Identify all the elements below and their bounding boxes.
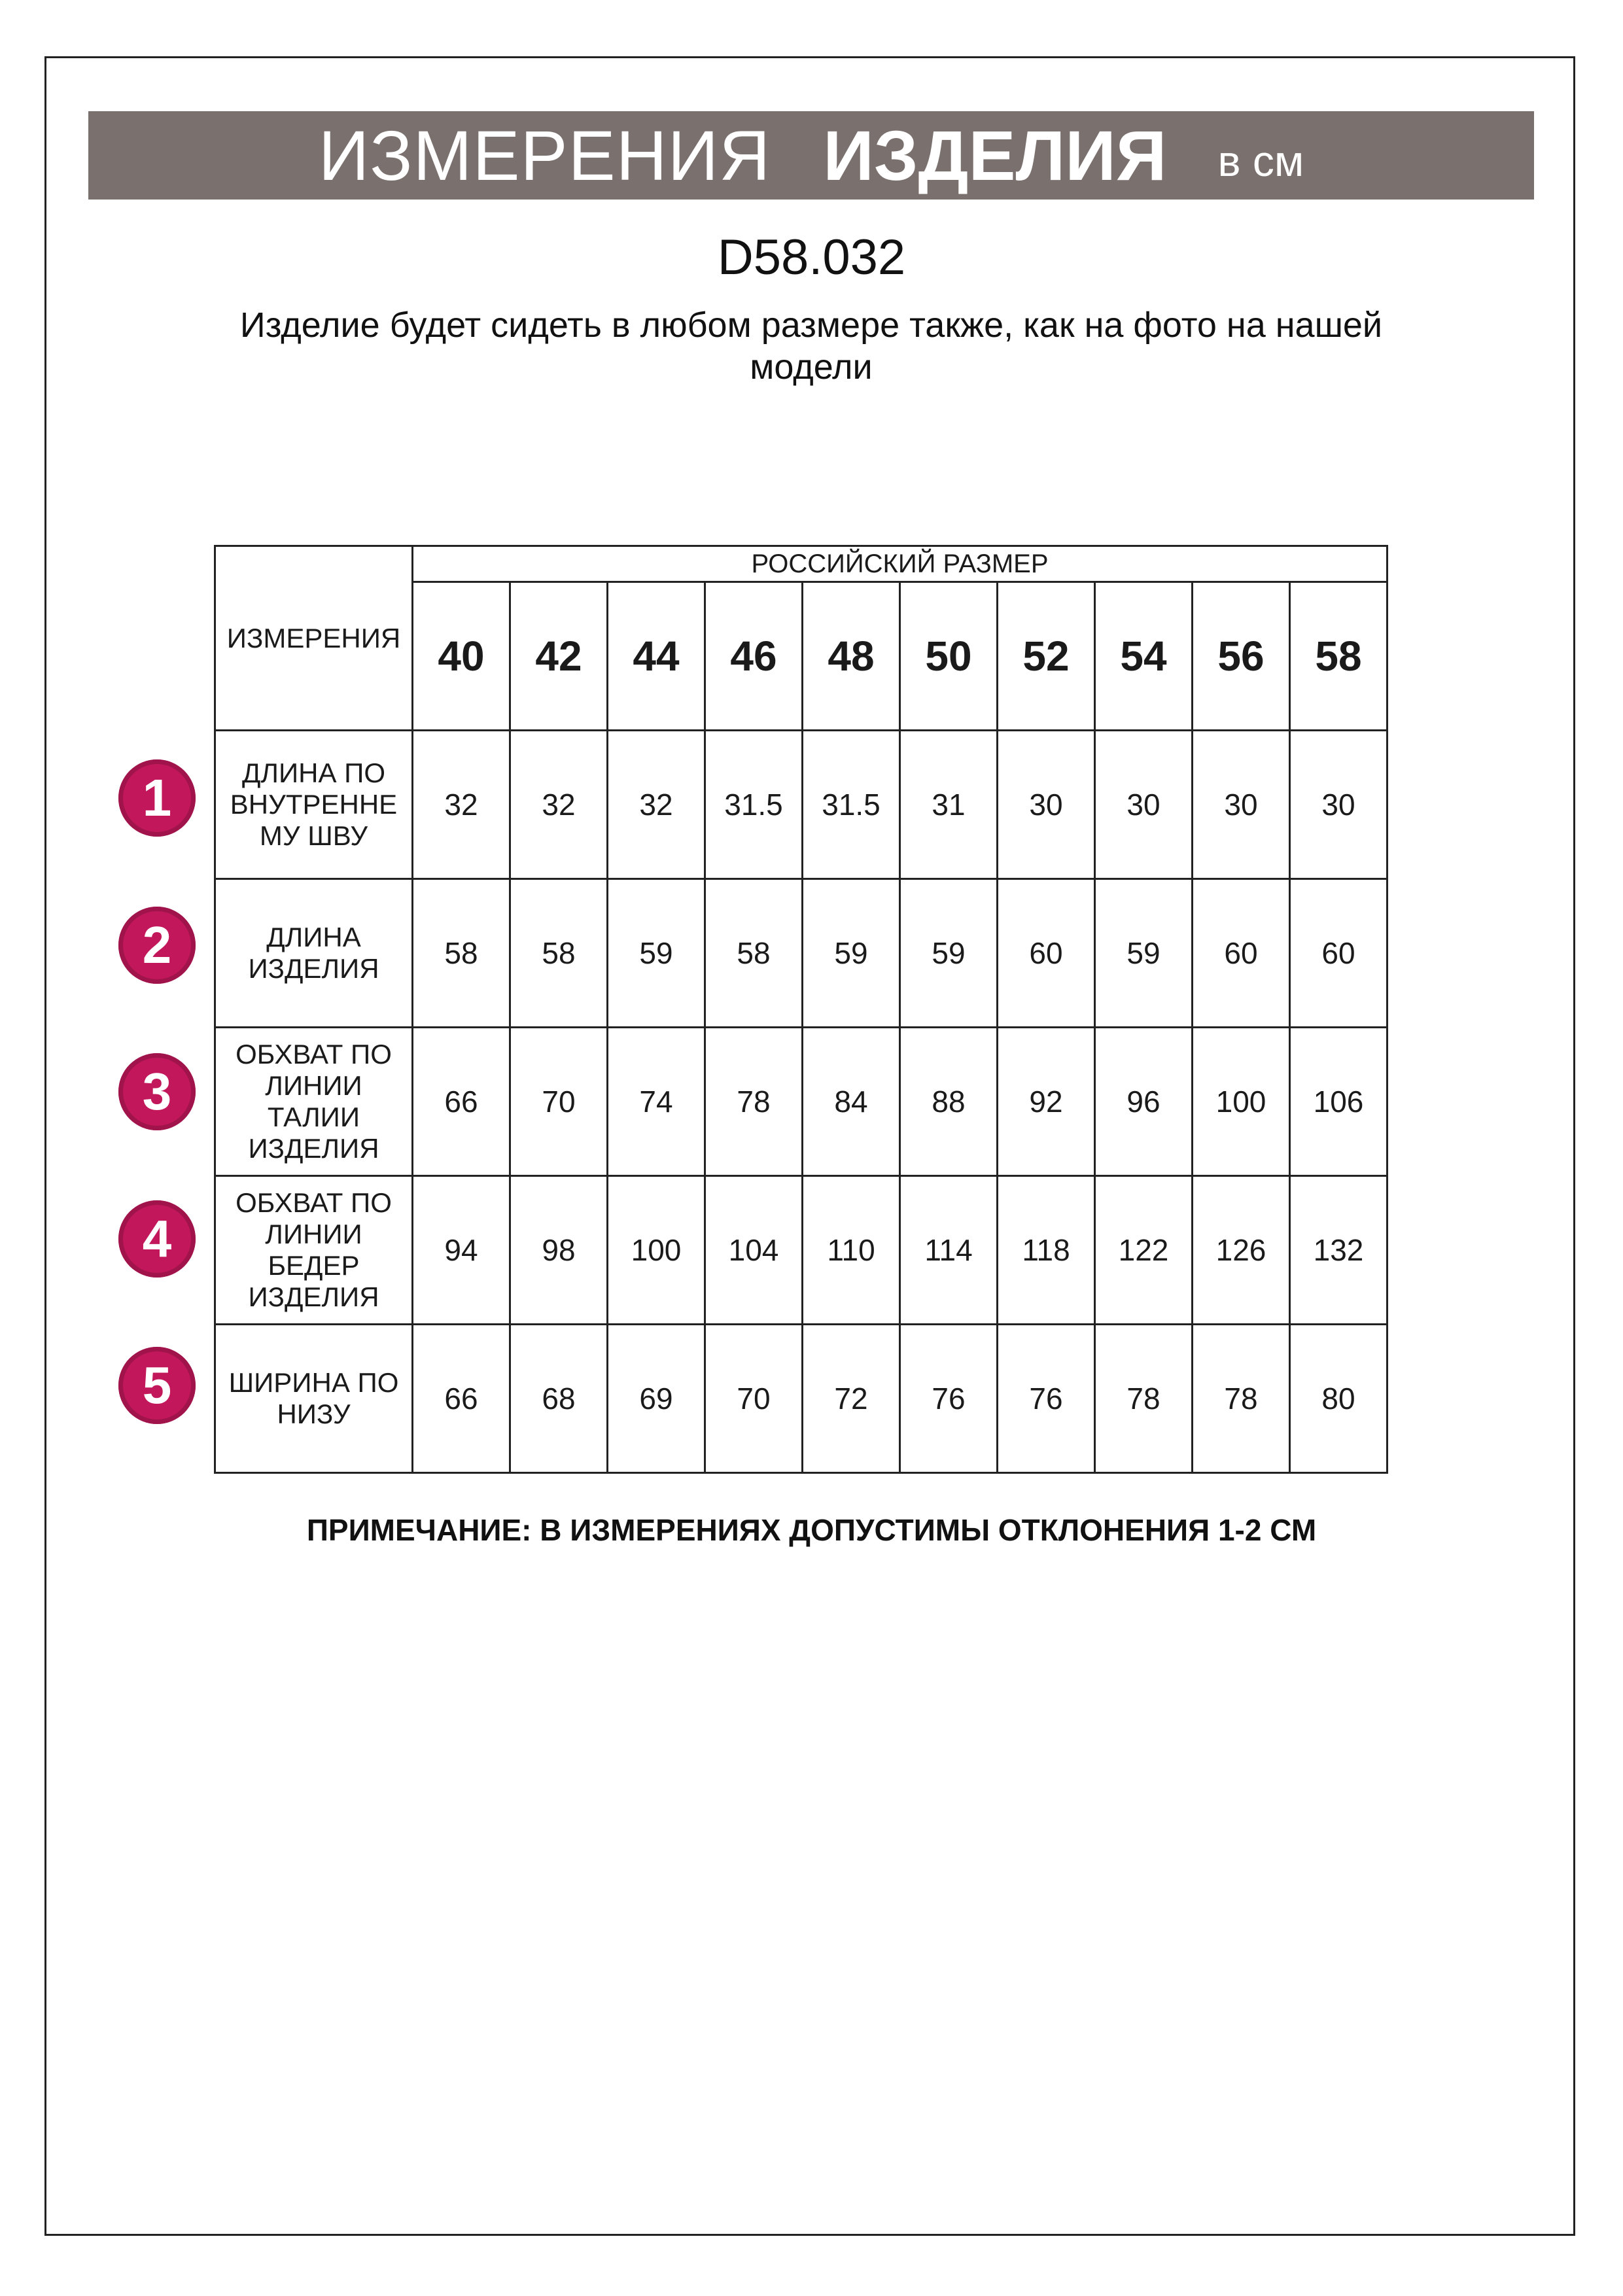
- table-cell: 31: [900, 731, 998, 879]
- table-cell: 59: [900, 879, 998, 1028]
- table-cell: 69: [608, 1325, 705, 1473]
- table-cell: 76: [998, 1325, 1095, 1473]
- fit-note: Изделие будет сидеть в любом размере также, как на фото на нашей модели: [239, 305, 1383, 387]
- size-table: [214, 545, 1388, 1474]
- size-header-52: 52: [998, 582, 1095, 731]
- table-cell: 92: [998, 1028, 1095, 1176]
- table-cell: 78: [1193, 1325, 1290, 1473]
- table-cell: 100: [608, 1176, 705, 1325]
- size-header-48: 48: [803, 582, 900, 731]
- table-cell: 114: [900, 1176, 998, 1325]
- table-cell: 122: [1095, 1176, 1193, 1325]
- size-header-44: 44: [608, 582, 705, 731]
- title-unit: в см: [1217, 136, 1304, 185]
- table-cell: 110: [803, 1176, 900, 1325]
- table-body: [215, 731, 1387, 1473]
- title-light: ИЗМЕРЕНИЯ: [318, 116, 771, 195]
- table-cell: 126: [1193, 1176, 1290, 1325]
- table-cell: 32: [413, 731, 510, 879]
- table-cell: 104: [705, 1176, 803, 1325]
- row-number-badge: 2: [118, 907, 196, 984]
- row-number-badge: 5: [118, 1347, 196, 1424]
- table-cell: 132: [1290, 1176, 1387, 1325]
- product-code: D58.032: [717, 230, 906, 285]
- table-cell: 30: [1290, 731, 1387, 879]
- measurement-label: ДЛИНА ПО ВНУТРЕННЕ МУ ШВУ: [215, 731, 413, 879]
- table-cell: 30: [998, 731, 1095, 879]
- table-cell: 31.5: [803, 731, 900, 879]
- row-number-badge: 3: [118, 1053, 196, 1130]
- table-cell: 78: [705, 1028, 803, 1176]
- table-cell: 84: [803, 1028, 900, 1176]
- table-cell: 58: [705, 879, 803, 1028]
- measurement-label: ШИРИНА ПО НИЗУ: [215, 1325, 413, 1473]
- table-cell: 94: [413, 1176, 510, 1325]
- table-cell: 74: [608, 1028, 705, 1176]
- row-number-badge: 4: [118, 1200, 196, 1278]
- table-cell: 32: [510, 731, 608, 879]
- table-cell: 58: [413, 879, 510, 1028]
- row-number-badge: 1: [118, 759, 196, 837]
- table-cell: 118: [998, 1176, 1095, 1325]
- measurement-label: ОБХВАТ ПО ЛИНИИ ТАЛИИ ИЗДЕЛИЯ: [215, 1028, 413, 1176]
- table-cell: 59: [608, 879, 705, 1028]
- table-row: [215, 1325, 1387, 1473]
- table-cell: 66: [413, 1325, 510, 1473]
- table-cell: 96: [1095, 1028, 1193, 1176]
- measurement-label: ДЛИНА ИЗДЕЛИЯ: [215, 879, 413, 1028]
- table-cell: 66: [413, 1028, 510, 1176]
- table-cell: 80: [1290, 1325, 1387, 1473]
- table-cell: 59: [803, 879, 900, 1028]
- table-cell: 70: [705, 1325, 803, 1473]
- size-header-50: 50: [900, 582, 998, 731]
- table-cell: 68: [510, 1325, 608, 1473]
- measurement-header: ИЗМЕРЕНИЯ: [215, 546, 413, 731]
- table-cell: 70: [510, 1028, 608, 1176]
- table-cell: 30: [1095, 731, 1193, 879]
- table-cell: 76: [900, 1325, 998, 1473]
- table-row: [215, 879, 1387, 1028]
- size-header-46: 46: [705, 582, 803, 731]
- table-cell: 60: [1290, 879, 1387, 1028]
- table-cell: 106: [1290, 1028, 1387, 1176]
- table-cell: 100: [1193, 1028, 1290, 1176]
- table-cell: 78: [1095, 1325, 1193, 1473]
- table-row: [215, 731, 1387, 879]
- title-banner: [88, 111, 1534, 200]
- table-cell: 31.5: [705, 731, 803, 879]
- table-cell: 59: [1095, 879, 1193, 1028]
- measurement-label: ОБХВАТ ПО ЛИНИИ БЕДЕР ИЗДЕЛИЯ: [215, 1176, 413, 1325]
- table-cell: 30: [1193, 731, 1290, 879]
- tolerance-note: ПРИМЕЧАНИЕ: В ИЗМЕРЕНИЯХ ДОПУСТИМЫ ОТКЛОНЕНИЯ 1-2 СМ: [306, 1513, 1317, 1547]
- table-cell: 60: [998, 879, 1095, 1028]
- size-header-58: 58: [1290, 582, 1387, 731]
- table-cell: 60: [1193, 879, 1290, 1028]
- size-header-54: 54: [1095, 582, 1193, 731]
- size-group-header: РОССИЙСКИЙ РАЗМЕР: [413, 546, 1387, 582]
- size-header-56: 56: [1193, 582, 1290, 731]
- table-row: [215, 1028, 1387, 1176]
- table-cell: 58: [510, 879, 608, 1028]
- table-row: [215, 1176, 1387, 1325]
- table-cell: 72: [803, 1325, 900, 1473]
- table-cell: 88: [900, 1028, 998, 1176]
- title-bold: ИЗДЕЛИЯ: [823, 116, 1167, 195]
- size-header-42: 42: [510, 582, 608, 731]
- table-cell: 32: [608, 731, 705, 879]
- table-cell: 98: [510, 1176, 608, 1325]
- size-header-40: 40: [413, 582, 510, 731]
